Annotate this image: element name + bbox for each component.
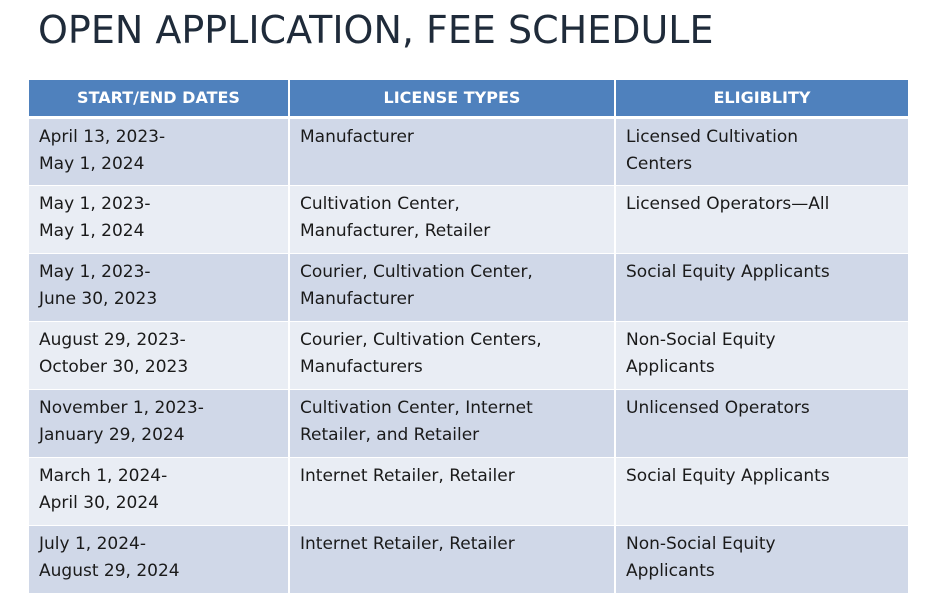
cell-line: Social Equity Applicants bbox=[626, 465, 830, 486]
cell-eligibility bbox=[615, 525, 908, 593]
cell-dates bbox=[29, 321, 289, 389]
cell-line: Applicants bbox=[626, 356, 715, 377]
cell-line: August 29, 2024 bbox=[39, 560, 180, 581]
page-title: OPEN APPLICATION, FEE SCHEDULE bbox=[38, 8, 714, 52]
cell-license-types bbox=[289, 389, 615, 457]
cell-line: Licensed Operators—All bbox=[626, 193, 830, 214]
cell-eligibility bbox=[615, 253, 908, 321]
cell-license-types bbox=[289, 117, 615, 185]
cell-line: Courier, Cultivation Centers, bbox=[300, 329, 542, 350]
cell-line: May 1, 2024 bbox=[39, 153, 145, 174]
cell-dates bbox=[29, 525, 289, 593]
cell-line: Cultivation Center, bbox=[300, 193, 460, 214]
column-header-dates: START/END DATES bbox=[29, 80, 289, 117]
cell-eligibility bbox=[615, 185, 908, 253]
cell-license-types bbox=[289, 457, 615, 525]
cell-line: Manufacturer, Retailer bbox=[300, 220, 491, 241]
fee-schedule-table bbox=[29, 80, 908, 594]
cell-line: June 30, 2023 bbox=[39, 288, 158, 309]
cell-line: Social Equity Applicants bbox=[626, 261, 830, 282]
table-row bbox=[29, 457, 908, 525]
cell-dates bbox=[29, 185, 289, 253]
cell-line: Manufacturer bbox=[300, 288, 414, 309]
table-header-row bbox=[29, 80, 908, 117]
cell-line: Non-Social Equity bbox=[626, 533, 776, 554]
cell-eligibility bbox=[615, 117, 908, 185]
cell-line: Manufacturers bbox=[300, 356, 423, 377]
cell-license-types bbox=[289, 525, 615, 593]
cell-line: Licensed Cultivation bbox=[626, 126, 799, 147]
table-row bbox=[29, 389, 908, 457]
cell-line: March 1, 2024- bbox=[39, 465, 168, 486]
cell-eligibility bbox=[615, 321, 908, 389]
cell-line: October 30, 2023 bbox=[39, 356, 189, 377]
table-row bbox=[29, 117, 908, 185]
cell-line: May 1, 2024 bbox=[39, 220, 145, 241]
cell-line: Centers bbox=[626, 153, 693, 174]
cell-line: November 1, 2023- bbox=[39, 397, 204, 418]
cell-license-types bbox=[289, 321, 615, 389]
cell-dates bbox=[29, 457, 289, 525]
table-row bbox=[29, 525, 908, 593]
cell-line: Non-Social Equity bbox=[626, 329, 776, 350]
cell-license-types bbox=[289, 185, 615, 253]
cell-dates bbox=[29, 389, 289, 457]
cell-line: Applicants bbox=[626, 560, 715, 581]
cell-dates bbox=[29, 253, 289, 321]
cell-line: Courier, Cultivation Center, bbox=[300, 261, 533, 282]
cell-line: May 1, 2023- bbox=[39, 193, 151, 214]
table-row bbox=[29, 253, 908, 321]
cell-line: April 13, 2023- bbox=[39, 126, 166, 147]
cell-line: May 1, 2023- bbox=[39, 261, 151, 282]
cell-line: Internet Retailer, Retailer bbox=[300, 533, 515, 554]
table-row bbox=[29, 321, 908, 389]
cell-eligibility bbox=[615, 457, 908, 525]
cell-line: August 29, 2023- bbox=[39, 329, 186, 350]
column-header-license-types: LICENSE TYPES bbox=[289, 80, 615, 117]
cell-line: Retailer, and Retailer bbox=[300, 424, 480, 445]
cell-line: July 1, 2024- bbox=[39, 533, 146, 554]
cell-line: January 29, 2024 bbox=[39, 424, 185, 445]
table-row bbox=[29, 185, 908, 253]
cell-license-types bbox=[289, 253, 615, 321]
cell-dates bbox=[29, 117, 289, 185]
cell-line: Unlicensed Operators bbox=[626, 397, 810, 418]
column-header-eligibility: ELIGIBLITY bbox=[615, 80, 908, 117]
cell-line: Cultivation Center, Internet bbox=[300, 397, 533, 418]
cell-line: Manufacturer bbox=[300, 126, 414, 147]
cell-line: Internet Retailer, Retailer bbox=[300, 465, 515, 486]
cell-eligibility bbox=[615, 389, 908, 457]
cell-line: April 30, 2024 bbox=[39, 492, 159, 513]
